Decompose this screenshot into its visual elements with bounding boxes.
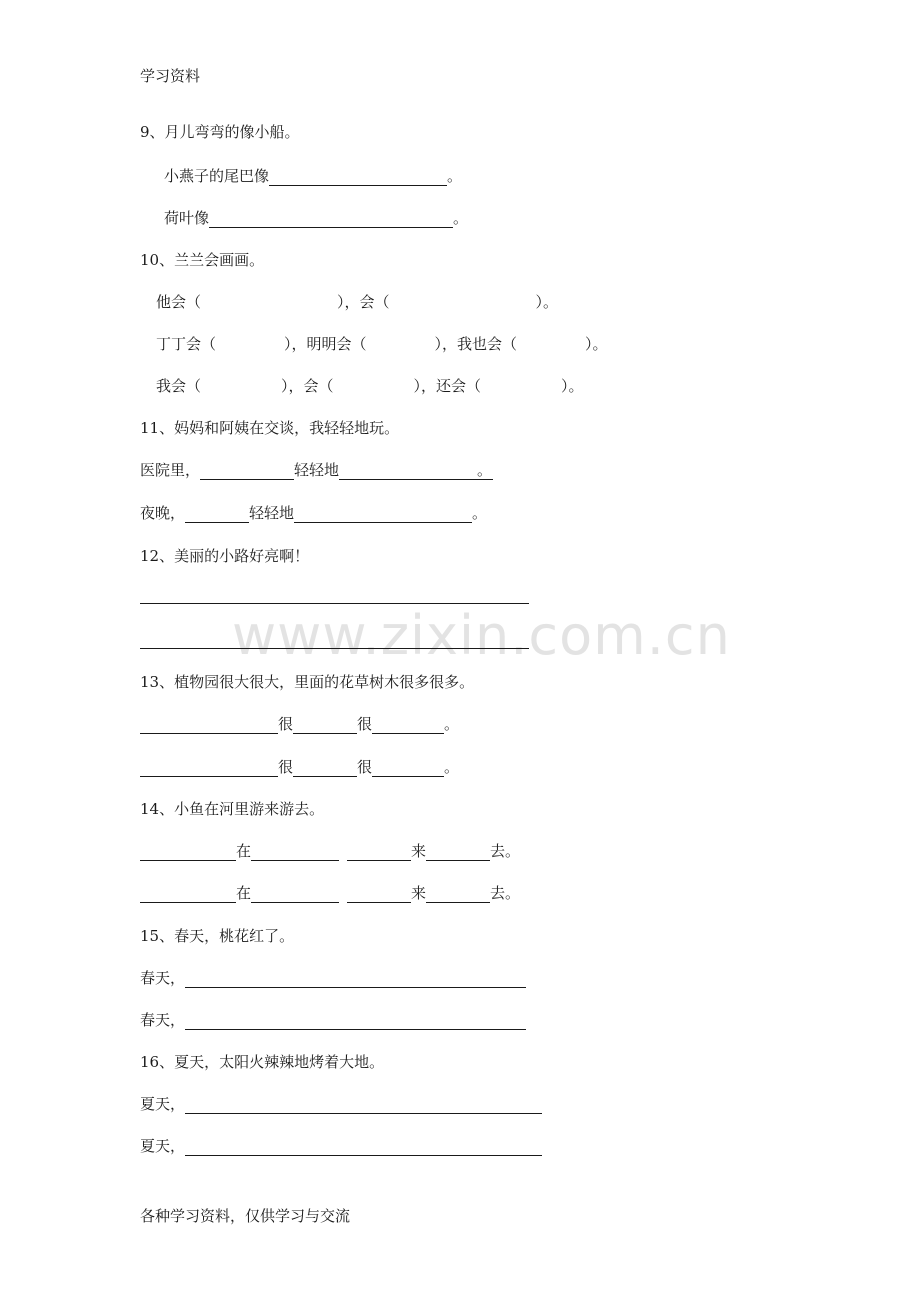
blank[interactable] [140, 841, 236, 861]
answer-line[interactable] [140, 603, 529, 604]
page-footer: 各种学习资料，仅供学习与交流 [140, 1207, 351, 1225]
blank[interactable] [140, 757, 278, 777]
blank[interactable] [293, 757, 357, 777]
answer-line[interactable] [140, 648, 529, 649]
q10-line1: 他会（ ），会（ ）。 [156, 293, 559, 311]
q10-line3: 我会（ ），会（ ），还会（ ）。 [156, 377, 584, 395]
watermark: www.zixin.com.cn [232, 604, 731, 667]
q13-line2: 很 很 。 [140, 757, 459, 777]
blank[interactable] [251, 841, 339, 861]
blank[interactable] [140, 714, 278, 734]
q12-title: 12、美丽的小路好亮啊！ [140, 547, 310, 565]
q10-title: 10、兰兰会画画。 [140, 251, 265, 269]
q16-title: 16、夏天，太阳火辣辣地烤着大地。 [140, 1053, 385, 1071]
q15-line1: 春天， [140, 968, 526, 988]
q10-line2: 丁丁会（ ），明明会（ ），我也会（ ）。 [156, 335, 608, 353]
blank[interactable] [140, 883, 236, 903]
blank[interactable]: 。 [339, 460, 493, 480]
blank[interactable] [185, 503, 249, 523]
q14-line2: 在 来 去。 [140, 883, 520, 903]
blank[interactable] [426, 883, 490, 903]
q9-title: 9、月儿弯弯的像小船。 [140, 123, 300, 141]
q16-line2: 夏天， [140, 1136, 542, 1156]
q13-line1: 很 很 。 [140, 714, 459, 734]
blank[interactable] [372, 714, 444, 734]
blank[interactable] [185, 968, 526, 988]
blank[interactable] [185, 1010, 526, 1030]
blank[interactable] [185, 1136, 542, 1156]
blank[interactable] [347, 883, 411, 903]
q14-title: 14、小鱼在河里游来游去。 [140, 800, 325, 818]
blank[interactable] [269, 166, 447, 186]
page-header: 学习资料 [140, 67, 201, 85]
q15-line2: 春天， [140, 1010, 526, 1030]
q9-line1: 小燕子的尾巴像 。 [164, 167, 463, 185]
q13-title: 13、植物园很大很大，里面的花草树木很多很多。 [140, 673, 475, 691]
q14-line1: 在 来 去。 [140, 841, 520, 861]
blank[interactable] [293, 714, 357, 734]
blank[interactable] [372, 757, 444, 777]
q11-line2: 夜晚， 轻轻地 。 [140, 504, 488, 522]
blank[interactable] [209, 208, 453, 228]
q9-line2: 荷叶像 。 [164, 209, 469, 227]
blank[interactable] [426, 841, 490, 861]
blank[interactable] [294, 503, 472, 523]
blank[interactable] [251, 883, 339, 903]
blank[interactable] [185, 1094, 542, 1114]
q16-line1: 夏天， [140, 1094, 542, 1114]
blank[interactable] [347, 841, 411, 861]
q11-line1: 医院里， 轻轻地 。 [140, 461, 493, 479]
q15-title: 15、春天，桃花红了。 [140, 927, 295, 945]
blank[interactable] [200, 460, 294, 480]
q11-title: 11、妈妈和阿姨在交谈，我轻轻地玩。 [140, 419, 400, 437]
